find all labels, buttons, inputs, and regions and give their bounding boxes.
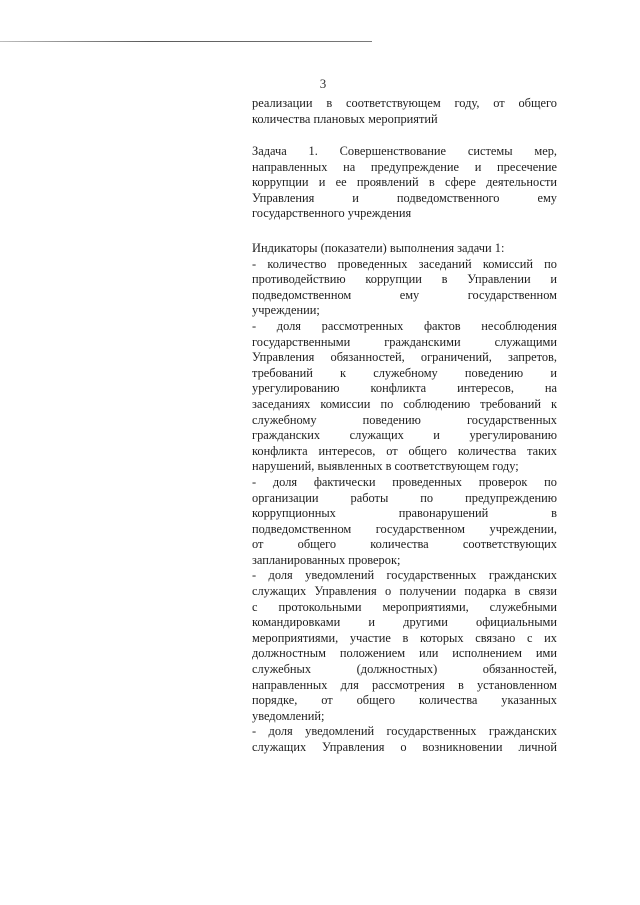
intro-line-2: количества плановых мероприятий: [252, 111, 438, 126]
indicator-line: служащих Управления о получении подарка в связи: [252, 584, 557, 599]
indicator-line: - доля уведомлений государственных гражданских: [252, 724, 557, 739]
indicator-line: с протокольными мероприятиями, служебными: [252, 599, 557, 614]
intro-line-1: реализации в соответствующем году, от общего: [252, 96, 557, 110]
indicator-line: противодействию коррупции в Управлении и: [252, 272, 557, 287]
indicators-section: [252, 241, 557, 756]
indicator-line: служащих Управления о возникновении личной: [252, 740, 557, 754]
indicator-line: учреждении;: [252, 303, 320, 318]
indicator-line: - доля рассмотренных фактов несоблюдения: [252, 318, 557, 333]
indicator-line: - количество проведенных заседаний комиссий по: [252, 256, 557, 271]
task-line: направленных на предупреждение и пресечение: [252, 159, 557, 174]
indicator-line: организации работы по предупреждению: [252, 490, 557, 505]
indicator-line: подведомственном ему государственном: [252, 287, 557, 302]
indicator-line: порядке, от общего количества указанных: [252, 693, 557, 708]
page-number: 3: [319, 76, 327, 91]
indicator-line: гражданских служащих и урегулированию: [252, 428, 557, 443]
indicator-line: уведомлений;: [252, 708, 325, 723]
task-line: коррупции и ее проявлений в сфере деятельности: [252, 175, 557, 190]
task-line: государственного учреждения: [252, 206, 412, 221]
indicator-line: подведомственном государственном учреждении,: [252, 521, 557, 536]
indicator-line: - доля фактически проведенных проверок по: [252, 474, 557, 489]
indicator-line: от общего количества соответствующих: [252, 537, 557, 552]
indicator-line: направленных для рассмотрения в установленном: [252, 677, 557, 692]
task-line: Задача 1. Совершенствование системы мер,: [252, 144, 557, 158]
indicator-line: конфликта интересов, от общего количества таких: [252, 443, 557, 458]
indicators-heading: Индикаторы (показатели) выполнения задачи 1:: [252, 241, 505, 255]
task-paragraph: [252, 144, 557, 222]
indicator-line: коррупционных правонарушений в: [252, 506, 557, 521]
indicator-line: запланированных проверок;: [252, 552, 401, 567]
indicator-line: служебному поведению государственных: [252, 412, 557, 427]
indicator-line: мероприятиями, участие в которых связано с их: [252, 630, 557, 645]
intro-paragraph: [252, 96, 557, 127]
indicator-line: государственными гражданскими служащими: [252, 334, 557, 349]
indicator-line: служебных (должностных) обязанностей,: [252, 662, 557, 677]
indicator-line: нарушений, выявленных в соответствующем году;: [252, 459, 519, 474]
indicator-line: - доля уведомлений государственных гражданских: [252, 568, 557, 583]
indicator-line: командировками и другими официальными: [252, 615, 557, 630]
scan-artifact-rule: [0, 41, 372, 42]
indicator-line: заседаниях комиссии по соблюдению требований к: [252, 396, 557, 411]
task-line: Управления и подведомственного ему: [252, 190, 557, 205]
indicator-line: Управления обязанностей, ограничений, запретов,: [252, 350, 557, 365]
indicator-line: урегулированию конфликта интересов, на: [252, 381, 557, 396]
indicator-line: должностным положением или исполнением ими: [252, 646, 557, 661]
indicator-line: требований к служебному поведению и: [252, 365, 557, 380]
